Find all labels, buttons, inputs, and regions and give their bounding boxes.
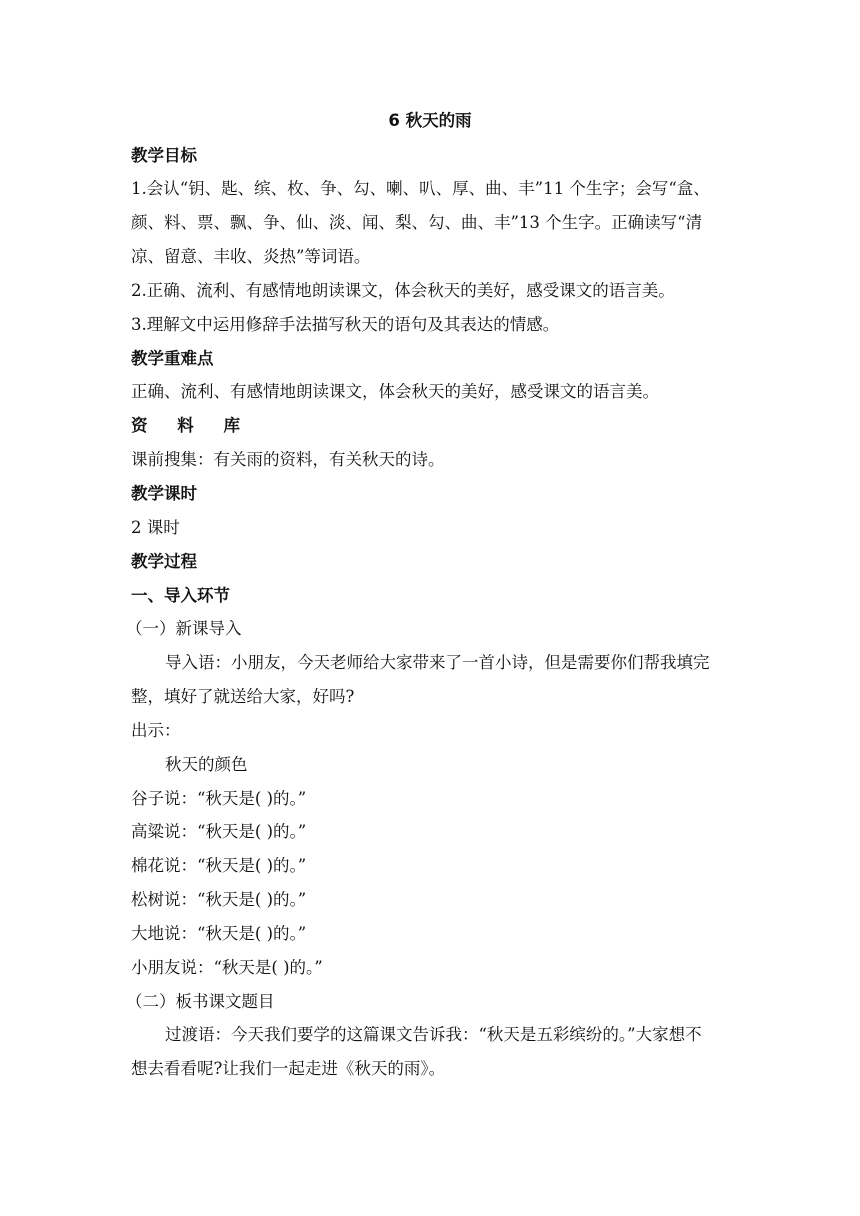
poem-line: 棉花说：“秋天是( )的。” (131, 856, 307, 875)
poem-line: 大地说：“秋天是( )的。” (131, 924, 307, 943)
resources-heading: 资 料 库 (131, 416, 252, 435)
poem-title: 秋天的颜色 (165, 755, 248, 774)
sub2-heading: （二）板书课文题目 (126, 992, 275, 1011)
hours-text: 2 课时 (131, 518, 180, 537)
process-heading: 教学过程 (131, 552, 197, 571)
page-title: 6 秋天的雨 (388, 111, 472, 130)
objective-line: 3.理解文中运用修辞手法描写秋天的语句及其表达的情感。 (131, 315, 560, 334)
objective-line: 凉、留意、丰收、炎热”等词语。 (131, 247, 371, 266)
key-points-heading: 教学重难点 (131, 349, 214, 368)
part1-heading: 一、导入环节 (131, 586, 230, 605)
intro-line: 整，填好了就送给大家，好吗? (131, 687, 355, 706)
objective-line: 2.正确、流利、有感情地朗读课文，体会秋天的美好，感受课文的语言美。 (131, 281, 675, 300)
key-points-text: 正确、流利、有感情地朗读课文，体会秋天的美好，感受课文的语言美。 (131, 382, 659, 401)
intro-line: 导入语：小朋友，今天老师给大家带来了一首小诗，但是需要你们帮我填完 (165, 653, 710, 672)
hours-heading: 教学课时 (131, 484, 197, 503)
resources-text: 课前搜集：有关雨的资料，有关秋天的诗。 (131, 450, 445, 469)
objectives-heading: 教学目标 (131, 146, 197, 165)
objective-line: 颜、料、票、飘、争、仙、淡、闻、梨、勾、曲、丰”13 个生字。正确读写“清 (131, 213, 703, 232)
transition-line: 过渡语：今天我们要学的这篇课文告诉我：“秋天是五彩缤纷的。”大家想不 (165, 1025, 702, 1044)
transition-line: 想去看看呢?让我们一起走进《秋天的雨》。 (131, 1059, 446, 1078)
poem-line: 谷子说：“秋天是( )的。” (131, 789, 307, 808)
poem-line: 小朋友说：“秋天是( )的。” (131, 958, 323, 977)
objective-line: 1.会认“钥、匙、缤、枚、争、勾、喇、叭、厚、曲、丰”11 个生字；会写“盒、 (131, 179, 710, 198)
poem-line: 高粱说：“秋天是( )的。” (131, 822, 307, 841)
sub1-heading: （一）新课导入 (126, 619, 242, 638)
poem-line: 松树说：“秋天是( )的。” (131, 890, 307, 909)
show-label: 出示： (131, 721, 181, 740)
